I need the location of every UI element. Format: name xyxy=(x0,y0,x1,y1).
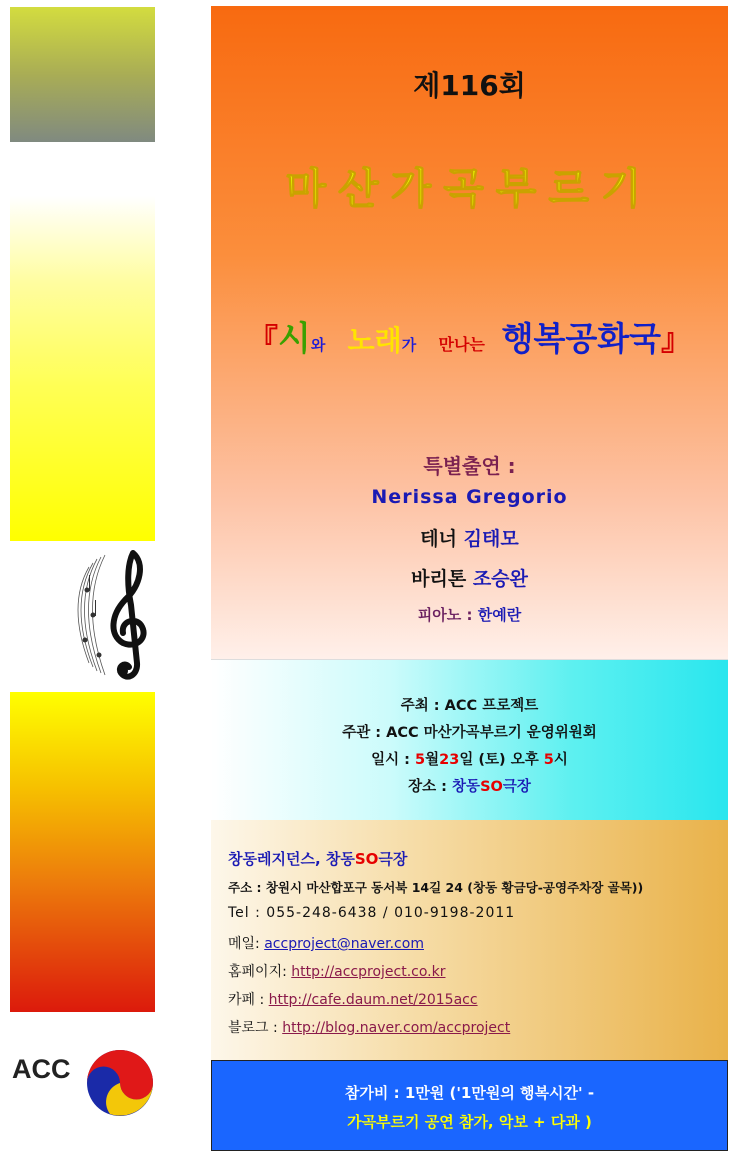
host-line: 주최 : ACC 프로젝트 xyxy=(400,698,539,714)
piano-name: 한예란 xyxy=(477,606,522,624)
fee-line-1: 참가비 : 1만원 ('1만원의 행복시간' - xyxy=(344,1084,595,1102)
decorative-orange-red-bar xyxy=(10,692,155,1012)
acc-logo xyxy=(10,1040,160,1125)
email-link[interactable]: accproject@naver.com xyxy=(264,936,424,952)
treble-clef-icon xyxy=(75,545,155,688)
edition-number: 제116회 xyxy=(413,69,526,102)
slogan-part2: 노래 xyxy=(347,324,402,357)
date-mid1: 월 xyxy=(425,752,440,768)
venue-a: 창동 xyxy=(452,779,481,795)
slogan xyxy=(211,311,728,360)
slogan-part1: 시 xyxy=(277,319,311,359)
contact-venue-b: 극장 xyxy=(378,850,408,868)
baritone-role: 바리톤 xyxy=(411,568,467,590)
venue-b: 극장 xyxy=(502,779,531,795)
tenor-role: 테너 xyxy=(420,528,458,550)
date-mid2: 일 (토) 오후 xyxy=(459,752,544,768)
slogan-part4: 행복공화국 xyxy=(501,319,661,358)
contact-blog-line xyxy=(228,1017,510,1037)
email-label: 메일: xyxy=(228,936,265,952)
fee-line-2: 가곡부르기 공연 참가, 악보 + 다과 ) xyxy=(347,1113,592,1131)
cafe-link[interactable]: http://cafe.daum.net/2015acc xyxy=(268,992,478,1008)
homepage-label: 홈페이지: xyxy=(228,964,292,980)
date-month: 5 xyxy=(415,752,426,768)
slogan-part3: 만나는 xyxy=(438,335,485,354)
fee-section xyxy=(211,1060,728,1151)
tenor-line xyxy=(211,524,728,551)
contact-email-line xyxy=(228,933,424,953)
blog-label: 블로그 : xyxy=(228,1020,283,1036)
organizer-line: 주관 : ACC 마산가곡부르기 운영위원회 xyxy=(342,725,597,741)
date-suffix: 시 xyxy=(553,752,568,768)
guest-name: Nerissa Gregorio xyxy=(371,486,568,508)
venue-prefix: 장소 : xyxy=(408,779,453,795)
blog-link[interactable]: http://blog.naver.com/accproject xyxy=(282,1020,511,1036)
date-time-line xyxy=(211,748,728,769)
poster-header-section xyxy=(211,6,728,660)
slogan-part1b: 와 xyxy=(310,336,326,354)
slogan-open-bracket: 『 xyxy=(247,323,278,358)
contact-cafe-line xyxy=(228,989,478,1009)
tenor-name: 김태모 xyxy=(463,528,519,550)
venue-line xyxy=(211,775,728,796)
piano-line xyxy=(211,604,728,625)
contact-address: 주소 : 창원시 마산합포구 동서북 14길 24 (창동 황금당-공영주차장 골목)) xyxy=(228,880,644,895)
baritone-name: 조승완 xyxy=(472,568,528,590)
poster xyxy=(211,6,728,1151)
contact-phone: Tel : 055-248-6438 / 010-9198-2011 xyxy=(228,905,516,921)
homepage-link[interactable]: http://accproject.co.kr xyxy=(291,964,446,980)
event-title: 마산가곡부르기 xyxy=(285,164,654,213)
piano-role: 피아노 : xyxy=(417,606,473,624)
decorative-yellow-bar xyxy=(10,196,155,541)
contact-venue xyxy=(228,848,407,869)
contact-homepage-line xyxy=(228,961,446,981)
logo-text: ACC xyxy=(12,1054,71,1084)
date-day: 23 xyxy=(439,752,460,768)
venue-so: SO xyxy=(480,779,503,795)
special-appearance-label: 특별출연 : xyxy=(423,454,516,478)
baritone-line xyxy=(211,564,728,591)
slogan-part2b: 가 xyxy=(401,336,417,354)
cafe-label: 카페 : xyxy=(228,992,269,1008)
date-prefix: 일시 : xyxy=(371,752,416,768)
date-hour: 5 xyxy=(543,752,554,768)
contact-venue-so: SO xyxy=(354,850,379,868)
slogan-close-bracket: 』 xyxy=(661,323,691,358)
decorative-olive-square xyxy=(10,7,155,142)
contact-venue-a: 창동레지던스, 창동 xyxy=(228,850,355,868)
